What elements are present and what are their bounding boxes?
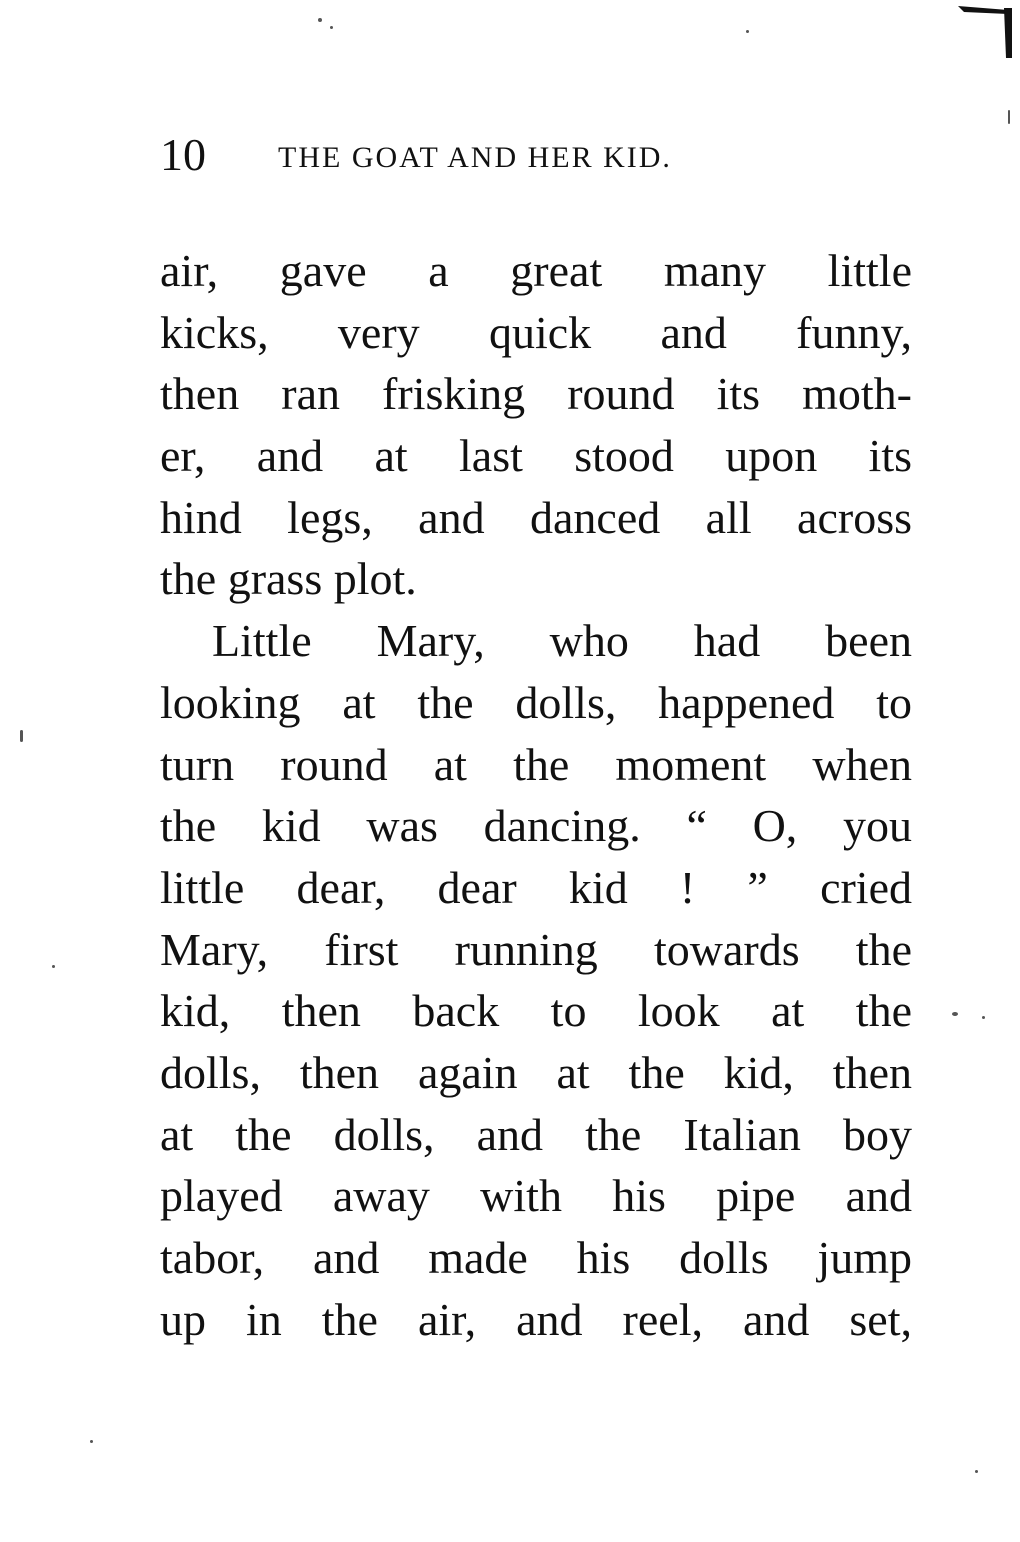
text-line: tabor, and made his dolls jump [160, 1232, 912, 1283]
text-line: up in the air, and reel, and set, [160, 1293, 912, 1345]
text-line: looking at the dolls, happened to [160, 676, 912, 728]
text-line: Mary, first running towards the [160, 923, 912, 975]
scan-speck [20, 730, 23, 742]
text-line: air, gave a great many little [160, 245, 912, 296]
page-header [160, 130, 920, 180]
text-line: the grass plot. [160, 553, 417, 605]
scan-speck [746, 30, 749, 33]
text-line: hind legs, and danced all across [160, 491, 912, 543]
text-line: Little Mary, who had been [212, 615, 912, 667]
body-text [160, 240, 912, 1350]
text-line: the kid was dancing. “ O, you [160, 800, 912, 852]
text-line: er, and at last stood upon its [160, 430, 912, 482]
text-line: dolls, then again at the kid, then [160, 1046, 912, 1098]
paragraph [160, 610, 912, 1350]
scan-speck [1008, 110, 1010, 124]
text-line: played away with his pipe and [160, 1170, 912, 1222]
text-line: little dear, dear kid ! ” cried [160, 861, 912, 913]
scan-speck [52, 965, 55, 968]
scan-speck [975, 1470, 978, 1473]
text-line: kid, then back to look at the [160, 985, 912, 1037]
text-line: turn round at the moment when [160, 738, 912, 790]
scan-speck [982, 1016, 985, 1019]
paragraph [160, 240, 912, 610]
scan-speck [90, 1440, 93, 1443]
page-number: 10 [160, 129, 206, 180]
scan-speck [318, 18, 322, 22]
text-line: then ran frisking round its moth- [160, 368, 912, 420]
text-line: at the dolls, and the Italian boy [160, 1108, 912, 1160]
scan-speck [330, 26, 333, 29]
text-line: kicks, very quick and funny, [160, 306, 912, 358]
page-edge-mark [956, 0, 1016, 60]
running-title: THE GOAT AND HER KID. [278, 141, 672, 174]
scan-speck [952, 1012, 958, 1016]
